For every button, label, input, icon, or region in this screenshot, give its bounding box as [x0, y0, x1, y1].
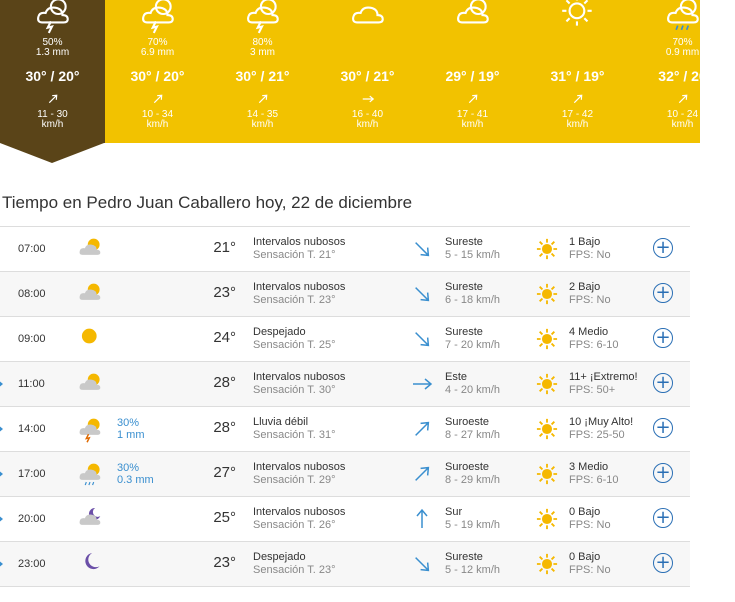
hour-temperature: 28° [213, 419, 236, 436]
wind-speed: 8 - 29 km/h [445, 474, 501, 486]
day-wind-unit: km/h [41, 119, 64, 130]
condition-label: Intervalos nubosos [253, 371, 346, 383]
day-temperatures: 31° / 19° [550, 68, 605, 84]
day-rain-amount: 6.9 mm [140, 47, 175, 58]
expand-plus-button[interactable]: + [653, 508, 673, 528]
uv-sun-icon [536, 508, 558, 530]
day-precipitation [210, 38, 315, 58]
hour-uv [569, 506, 611, 532]
uv-fps: FPS: No [569, 294, 611, 306]
hour-time: 08:00 [18, 288, 46, 300]
condition-label: Despejado [253, 551, 306, 563]
wind-arrow-icon [410, 552, 434, 576]
day-wind-speed: 17 - 42 [561, 109, 594, 120]
uv-index: 2 Bajo [569, 281, 601, 293]
uv-fps: FPS: No [569, 249, 611, 261]
expand-plus-button[interactable]: + [653, 373, 673, 393]
uv-fps: FPS: 6-10 [569, 339, 619, 351]
hour-uv [569, 371, 638, 397]
day-wind [210, 110, 315, 130]
cloud-icon [348, 0, 388, 34]
active-day-pointer [0, 143, 104, 163]
hour-wind [445, 281, 500, 307]
hour-uv [569, 551, 611, 577]
hour-wind [445, 551, 500, 577]
feels-like-label: Sensación T. 31° [253, 429, 336, 441]
wind-direction: Sureste [445, 326, 483, 338]
day-rain-amount: 0.9 mm [665, 47, 700, 58]
feels-like-label: Sensación T. 25° [253, 339, 336, 351]
forecast-day[interactable] [525, 0, 630, 143]
hour-temperature: 21° [213, 239, 236, 256]
uv-index: 0 Bajo [569, 506, 601, 518]
wind-arrow-icon [410, 327, 434, 351]
forecast-day[interactable] [0, 0, 105, 143]
hour-rain-probability: 30% [117, 462, 140, 474]
hour-temperature: 27° [213, 464, 236, 481]
wind-speed: 5 - 19 km/h [445, 519, 501, 531]
table-row[interactable] [0, 496, 690, 541]
wind-speed: 8 - 27 km/h [445, 429, 501, 441]
day-wind-unit: km/h [356, 119, 379, 130]
day-wind [420, 110, 525, 130]
wind-direction: Sureste [445, 281, 483, 293]
uv-fps: FPS: 25-50 [569, 429, 625, 441]
hour-uv [569, 281, 611, 307]
hour-uv [569, 326, 619, 352]
uv-sun-icon [536, 463, 558, 485]
hour-time: 11:00 [18, 378, 45, 390]
wind-direction: Suroeste [445, 461, 490, 473]
expand-caret-icon[interactable] [0, 559, 3, 569]
day-precipitation [630, 38, 735, 58]
condition-label: Intervalos nubosos [253, 236, 346, 248]
storm-cloud-icon [243, 0, 283, 34]
feels-like-label: Sensación T. 26° [253, 519, 336, 531]
hour-description [253, 281, 345, 307]
hour-description [253, 461, 345, 487]
hour-precipitation [117, 462, 154, 486]
partly-cloudy-icon [74, 235, 106, 263]
wind-speed: 5 - 12 km/h [445, 564, 501, 576]
uv-fps: FPS: 6-10 [569, 474, 619, 486]
expand-plus-button[interactable]: + [653, 553, 673, 573]
expand-caret-icon[interactable] [0, 469, 3, 479]
day-precipitation [105, 38, 210, 58]
day-wind-speed: 17 - 41 [456, 109, 489, 120]
forecast-day[interactable] [315, 0, 420, 143]
hour-wind [445, 236, 500, 262]
hour-wind [445, 506, 500, 532]
wind-arrow-icon [410, 372, 434, 396]
day-temperatures: 30° / 21° [235, 68, 290, 84]
day-wind-speed: 11 - 30 [37, 109, 68, 120]
wind-arrow-icon [359, 92, 377, 106]
day-wind [630, 110, 735, 130]
condition-label: Intervalos nubosos [253, 506, 346, 518]
day-rain-amount: 1.3 mm [35, 47, 70, 58]
day-rain-probability: 70% [672, 37, 693, 48]
day-rain-probability: 50% [42, 37, 63, 48]
expand-plus-button[interactable]: + [653, 238, 673, 258]
day-wind-unit: km/h [671, 119, 694, 130]
hour-time: 07:00 [18, 243, 46, 255]
uv-sun-icon [536, 328, 558, 350]
partly-cloudy-icon [453, 0, 493, 34]
wind-arrow-icon [674, 92, 692, 106]
table-row[interactable] [0, 316, 690, 361]
forecast-day[interactable] [630, 0, 735, 143]
hour-rain-amount: 0.3 mm [117, 474, 154, 486]
partly-cloudy-icon [74, 370, 106, 398]
feels-like-label: Sensación T. 23° [253, 564, 336, 576]
wind-arrow-icon [149, 92, 167, 106]
day-wind-speed: 10 - 34 [141, 109, 174, 120]
wind-arrow-icon [44, 92, 62, 106]
wind-arrow-icon [569, 92, 587, 106]
day-temperatures: 32° / 20 [658, 68, 707, 84]
hour-temperature: 23° [213, 554, 236, 571]
expand-caret-icon[interactable] [0, 379, 3, 389]
hour-description [253, 416, 335, 442]
day-wind-unit: km/h [251, 119, 274, 130]
forecast-day[interactable] [105, 0, 210, 143]
hour-description [253, 326, 335, 352]
day-wind-unit: km/h [461, 119, 484, 130]
expand-caret-icon[interactable] [0, 514, 3, 524]
uv-sun-icon [536, 373, 558, 395]
day-rain-amount: 3 mm [250, 47, 275, 58]
wind-arrow-icon [464, 92, 482, 106]
hour-temperature: 25° [213, 509, 236, 526]
storm-cloud-icon [74, 415, 106, 443]
condition-label: Lluvia débil [253, 416, 309, 428]
table-row[interactable] [0, 271, 690, 316]
condition-label: Intervalos nubosos [253, 281, 346, 293]
rain-cloud-icon [663, 0, 703, 34]
hour-uv [569, 416, 633, 442]
hour-uv [569, 461, 619, 487]
hour-wind [445, 326, 500, 352]
day-wind [105, 110, 210, 130]
hour-temperature: 28° [213, 374, 236, 391]
condition-label: Intervalos nubosos [253, 461, 346, 473]
day-precipitation [0, 38, 105, 58]
moon-icon [74, 550, 106, 578]
wind-direction: Sureste [445, 236, 483, 248]
table-row[interactable] [0, 226, 690, 271]
hour-description [253, 506, 345, 532]
uv-sun-icon [536, 283, 558, 305]
sun-icon [74, 325, 106, 353]
uv-index: 0 Bajo [569, 551, 601, 563]
hour-wind [445, 371, 500, 397]
hour-wind [445, 416, 500, 442]
hour-time: 20:00 [18, 513, 46, 525]
table-row[interactable] [0, 451, 690, 496]
day-rain-probability: 70% [147, 37, 168, 48]
uv-index: 11+ ¡Extremo! [569, 371, 638, 383]
condition-label: Despejado [253, 326, 306, 338]
hour-time: 17:00 [18, 468, 46, 480]
hour-precipitation [117, 417, 145, 441]
hour-time: 14:00 [18, 423, 46, 435]
wind-speed: 5 - 15 km/h [445, 249, 501, 261]
table-row[interactable] [0, 541, 690, 587]
wind-speed: 4 - 20 km/h [445, 384, 501, 396]
wind-arrow-icon [410, 237, 434, 261]
day-wind [0, 110, 105, 130]
day-wind [525, 110, 630, 130]
expand-plus-button[interactable]: + [653, 418, 673, 438]
hour-rain-probability: 30% [117, 417, 140, 429]
hour-wind [445, 461, 500, 487]
uv-sun-icon [536, 553, 558, 575]
wind-speed: 7 - 20 km/h [445, 339, 501, 351]
wind-arrow-icon [410, 462, 434, 486]
expand-plus-button[interactable]: + [653, 463, 673, 483]
uv-fps: FPS: No [569, 519, 611, 531]
table-row[interactable] [0, 406, 690, 451]
feels-like-label: Sensación T. 23° [253, 294, 336, 306]
rain-cloud-icon [74, 460, 106, 488]
feels-like-label: Sensación T. 21° [253, 249, 336, 261]
day-temperatures: 29° / 19° [445, 68, 500, 84]
section-title: Tiempo en Pedro Juan Caballero hoy, 22 de diciembre [2, 193, 413, 212]
day-temperatures: 30° / 21° [340, 68, 395, 84]
hour-time: 09:00 [18, 333, 46, 345]
hour-temperature: 24° [213, 329, 236, 346]
wind-speed: 6 - 18 km/h [445, 294, 501, 306]
hour-description [253, 551, 335, 577]
uv-sun-icon [536, 418, 558, 440]
feels-like-label: Sensación T. 29° [253, 474, 336, 486]
uv-index: 3 Medio [569, 461, 609, 473]
wind-direction: Suroeste [445, 416, 490, 428]
feels-like-label: Sensación T. 30° [253, 384, 336, 396]
day-wind-speed: 10 - 24 [666, 109, 699, 120]
uv-fps: FPS: 50+ [569, 384, 616, 396]
day-wind-unit: km/h [146, 119, 169, 130]
uv-index: 1 Bajo [569, 236, 601, 248]
expand-caret-icon[interactable] [0, 424, 3, 434]
hour-rain-amount: 1 mm [117, 429, 145, 441]
day-temperatures: 30° / 20° [130, 68, 185, 84]
uv-index: 10 ¡Muy Alto! [569, 416, 634, 428]
hour-description [253, 371, 345, 397]
table-row[interactable] [0, 361, 690, 406]
day-wind-speed: 14 - 35 [246, 109, 279, 120]
wind-arrow-icon [410, 507, 434, 531]
forecast-day[interactable] [420, 0, 525, 143]
wind-arrow-icon [410, 417, 434, 441]
expand-plus-button[interactable]: + [653, 283, 673, 303]
day-wind-unit: km/h [566, 119, 589, 130]
hour-description [253, 236, 345, 262]
day-wind [315, 110, 420, 130]
day-rain-probability: 80% [252, 37, 273, 48]
cloud-moon-icon [74, 505, 106, 533]
wind-direction: Sur [445, 506, 463, 518]
expand-plus-button[interactable]: + [653, 328, 673, 348]
sun-icon [558, 0, 598, 34]
day-wind-speed: 16 - 40 [351, 109, 384, 120]
uv-fps: FPS: No [569, 564, 611, 576]
hour-time: 23:00 [18, 558, 46, 570]
forecast-day-bar [0, 0, 707, 143]
uv-sun-icon [536, 238, 558, 260]
storm-cloud-icon [33, 0, 73, 34]
wind-direction: Sureste [445, 551, 483, 563]
storm-cloud-icon [138, 0, 178, 34]
day-temperatures: 30° / 20° [25, 68, 80, 84]
wind-arrow-icon [254, 92, 272, 106]
forecast-day[interactable] [210, 0, 315, 143]
wind-arrow-icon [410, 282, 434, 306]
partly-cloudy-icon [74, 280, 106, 308]
uv-index: 4 Medio [569, 326, 609, 338]
hour-uv [569, 236, 611, 262]
hour-temperature: 23° [213, 284, 236, 301]
wind-direction: Este [445, 371, 468, 383]
hourly-table [0, 226, 690, 587]
